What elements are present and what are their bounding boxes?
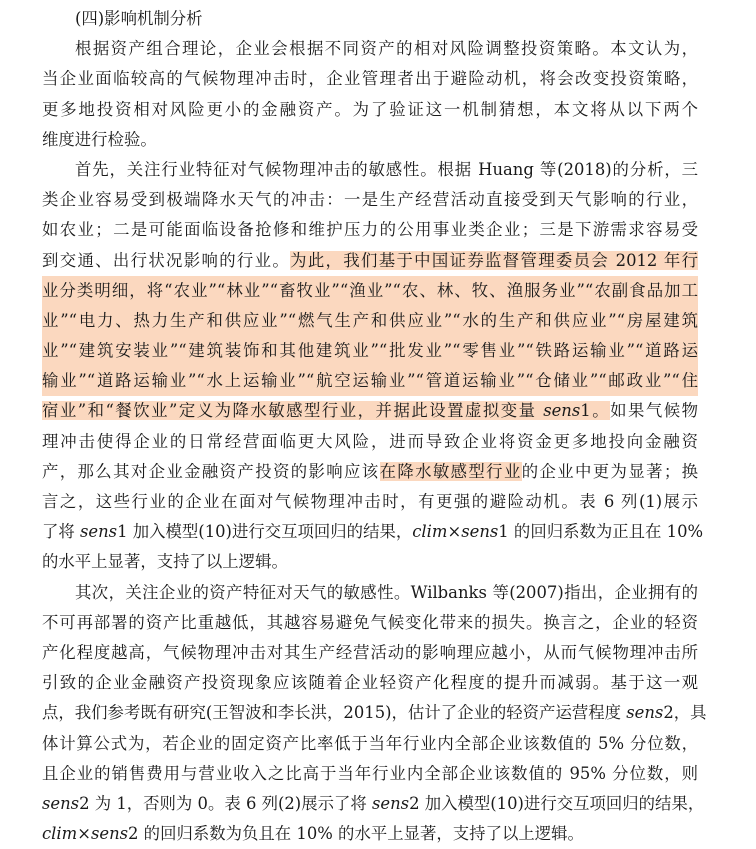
highlighted-line: 业”“建筑安装业”“建筑装饰和其他建筑业”“批发业”“零售业”“铁路运输业”“道路运 — [42, 336, 698, 366]
paragraph-2-line: 如农业；二是可能面临设备抢修和维护压力的公用事业类企业；三是下游需求容易受 — [42, 220, 698, 240]
variable-clim: clim — [412, 522, 448, 542]
variable-sens: sens — [42, 793, 80, 813]
highlight-span: 在降水敏感型行业 — [379, 461, 522, 481]
paragraph-2-line: 到交通、出行状况影响的行业。为此，我们基于中国证券监督管理委员会 2012 年行 — [42, 250, 699, 270]
section-heading: (四)影响机制分析 — [75, 9, 203, 28]
paragraph-3-line: 体计算公式为，若企业的固定资产比率低于当年行业内全部企业该数值的 5% 分位数， — [42, 733, 698, 753]
paragraph-3-line: 不可再部署的资产比重越低，其越容易避免气候变化带来的损失。换言之，企业的轻资 — [42, 612, 698, 632]
paragraph-3-line: 其次，关注企业的资产特征对天气的敏感性。Wilbanks 等(2007)指出，企业拥有的 — [75, 582, 698, 602]
paragraph-1-line: 当企业面临较高的气候物理冲击时，企业管理者出于避险动机，将会改变投资策略， — [42, 69, 698, 89]
highlighted-line: 业”“电力、热力生产和供应业”“燃气生产和供应业”“水的生产和供应业”“房屋建筑 — [42, 306, 698, 336]
variable-clim: clim — [42, 824, 78, 844]
variable-sens: sens — [80, 522, 118, 542]
paragraph-2-line: 言之，这些行业的企业在面对气候物理冲击时，有更强的避险动机。表 6 列(1)展示 — [42, 492, 698, 511]
paragraph-2-line: 的水平上显著，支持了以上逻辑。 — [42, 552, 288, 572]
paragraph-3-line: 点，我们参考既有研究(王智波和李长洪，2015)，估计了企业的轻资产运营程度 sens2，具 — [42, 703, 707, 723]
highlight-span: 为此，我们基于中国证券监督管理委员会 2012 年行 — [290, 250, 699, 270]
highlighted-line: 输业”“道路运输业”“水上运输业”“航空运输业”“管道运输业”“仓储业”“邮政业”“住 — [42, 366, 698, 396]
paragraph-1-line: 更多地投资相对风险更小的金融资产。为了验证这一机制猜想，本文将从以下两个 — [42, 99, 698, 119]
paragraph-1-line: 根据资产组合理论，企业会根据不同资产的相对风险调整投资策略。本文认为， — [75, 39, 698, 59]
paragraph-3-line: sens2 为 1，否则为 0。表 6 列(2)展示了将 sens2 加入模型(10)进行交互项回归的结果， — [42, 793, 705, 813]
paragraph-2-line: 产，那么其对企业金融资产投资的影响应该在降水敏感型行业的企业中更为显著；换 — [42, 461, 699, 481]
variable-sens: sens — [90, 824, 129, 844]
paragraph-2-line: 类企业容易受到极端降水天气的冲击：一是生产经营活动直接受到天气影响的行业， — [42, 190, 698, 210]
paragraph-3-line: clim×sens2 的回归系数为负且在 10% 的水平上显著，支持了以上逻辑。 — [42, 824, 584, 844]
variable-sens: sens — [543, 401, 581, 421]
paragraph-3-line: 产化程度越高，气候物理冲击对其生产经营活动的影响理应越小，从而气候物理冲击所 — [42, 642, 698, 662]
paragraph-2-line: 了将 sens1 加入模型(10)进行交互项回归的结果，clim×sens1 的回归系数为正且在 10% — [42, 522, 704, 542]
paragraph-2-line: 理冲击使得企业的日常经营面临更大风险，进而导致企业将资金更多地投向金融资 — [42, 431, 698, 451]
paragraph-3-line: 且企业的销售费用与营业收入之比高于当年行业内全部企业该数值的 95% 分位数，则 — [42, 763, 698, 783]
paragraph-2-line: 宿业”和“餐饮业”定义为降水敏感型行业，并据此设置虚拟变量 sens1。如果气候物 — [42, 401, 699, 421]
highlighted-line: 业分类明细，将“农业”“林业”“畜牧业”“渔业”“农、林、牧、渔服务业”“农副食品加工 — [42, 276, 698, 306]
variable-sens: sens — [371, 793, 410, 813]
variable-sens: sens — [461, 522, 499, 542]
paragraph-3-line: 引致的企业金融资产投资现象应该随着企业轻资产化程度的提升而减弱。基于这一观 — [42, 673, 698, 693]
highlight-span: 宿业”和“餐饮业”定义为降水敏感型行业，并据此设置虚拟变量 sens1。 — [42, 401, 611, 421]
variable-sens: sens — [626, 703, 664, 723]
paragraph-2-line: 首先，关注行业特征对气候物理冲击的敏感性。根据 Huang 等(2018)的分析，三 — [75, 159, 698, 179]
paragraph-1-line: 维度进行检验。 — [42, 129, 157, 149]
